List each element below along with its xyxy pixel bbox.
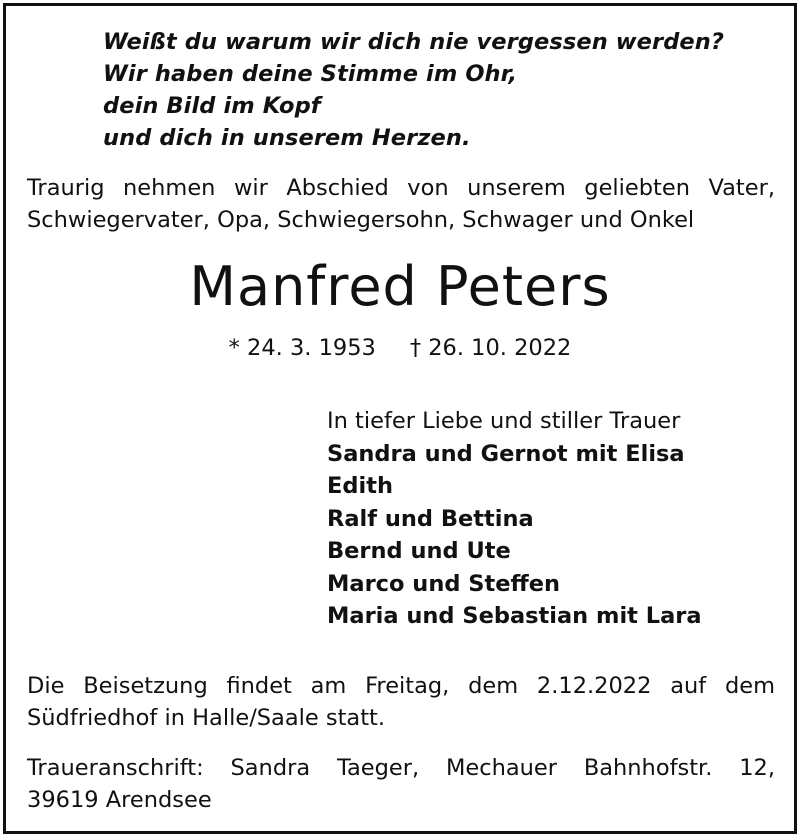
funeral-line: Südfriedhof in Halle/Saale statt. [27, 705, 386, 731]
poem-line: dein Bild im Kopf [103, 93, 321, 119]
farewell-intro [27, 172, 775, 236]
poem-line: und dich in unserem Herzen. [103, 125, 471, 151]
mourner-name: Ralf und Bettina [327, 505, 534, 532]
mourners-block [327, 405, 702, 633]
poem-line: Weißt du warum wir dich nie vergessen werden? [103, 29, 725, 55]
mourner-name: Sandra und Gernot mit Elisa [327, 440, 685, 467]
mourner-name: Maria und Sebastian mit Lara [327, 603, 702, 629]
funeral-info [27, 670, 775, 734]
mourner-name: Bernd und Ute [327, 538, 511, 564]
mourner-name: Edith [327, 473, 393, 499]
poem-line: Wir haben deine Stimme im Ohr, [103, 61, 518, 87]
mourning-address [27, 752, 775, 816]
intro-line: Schwiegervater, Opa, Schwiegersohn, Schwager und Onkel [27, 207, 695, 233]
address-line: Traueranschrift: Sandra Taeger, Mechauer Bahnhofstr. 12, [27, 755, 775, 781]
address-line: 39619 Arendsee [27, 787, 212, 813]
intro-line: Traurig nehmen wir Abschied von unserem geliebten Vater, [27, 175, 775, 201]
death-date: † 26. 10. 2022 [409, 335, 572, 361]
birth-date: * 24. 3. 1953 [228, 335, 376, 361]
funeral-line: Die Beisetzung findet am Freitag, dem 2.12.2022 auf dem [27, 673, 775, 699]
memorial-poem [103, 26, 724, 154]
mourning-phrase: In tiefer Liebe und stiller Trauer [327, 408, 681, 434]
deceased-name: Manfred Peters [189, 255, 611, 318]
mourner-list [327, 438, 702, 633]
life-dates [0, 332, 800, 364]
mourner-name: Marco und Steffen [327, 570, 560, 597]
